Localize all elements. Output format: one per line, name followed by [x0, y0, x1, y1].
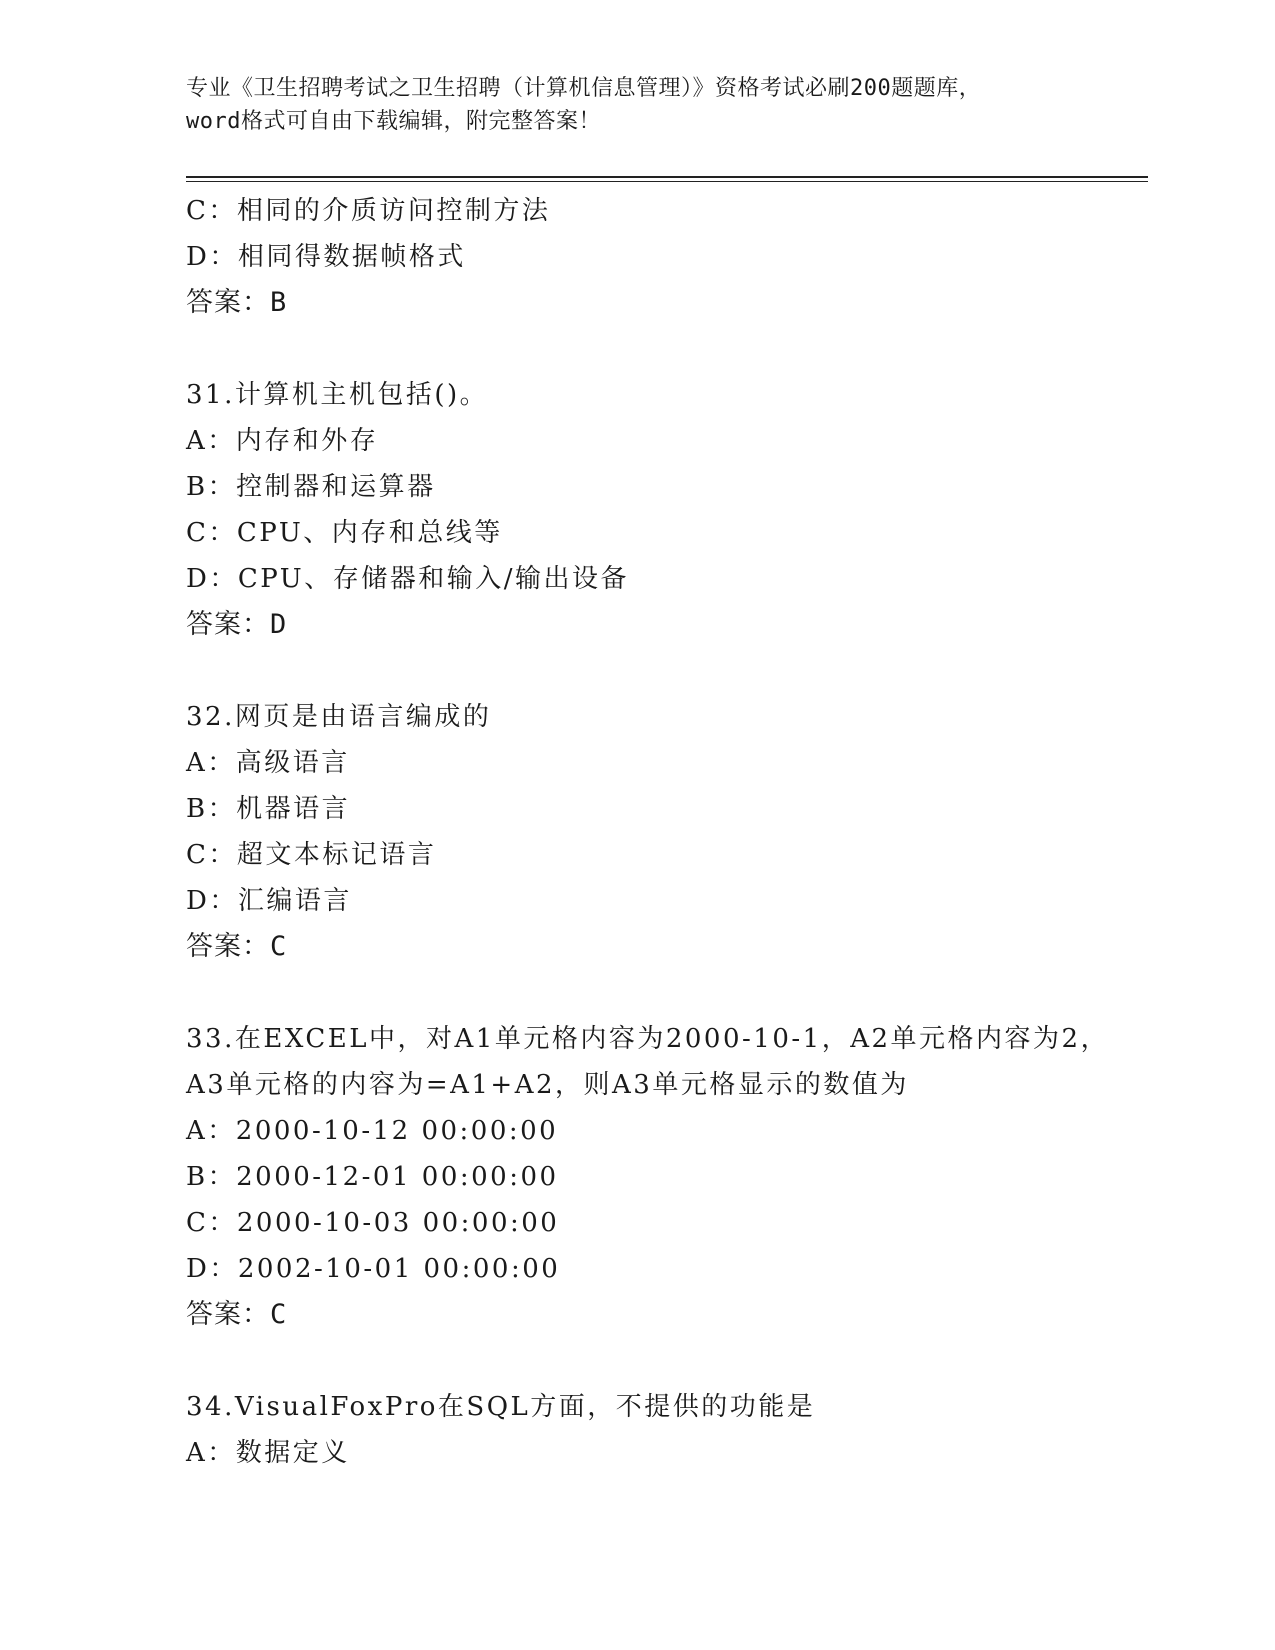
question-block-continued [186, 188, 1146, 326]
question-stem: 33.在EXCEL中，对A1单元格内容为2000-10-1，A2单元格内容为2， [186, 1024, 1110, 1054]
question-block-31 [186, 372, 1146, 648]
header-divider-thin [186, 181, 1148, 182]
option-c: C：2000-10-03 00:00:00 [186, 1208, 560, 1238]
answer-line: 答案：C [186, 1299, 288, 1330]
document-header [186, 72, 1086, 138]
answer-line: 答案：D [186, 609, 288, 640]
option-b: B：控制器和运算器 [186, 472, 436, 502]
option-b: B：2000-12-01 00:00:00 [186, 1162, 559, 1192]
question-stem: 34.VisualFoxPro在SQL方面，不提供的功能是 [186, 1392, 816, 1422]
header-title-line-1: 专业《卫生招聘考试之卫生招聘（计算机信息管理）》资格考试必刷200题题库， [186, 76, 982, 101]
header-title-line-2: word格式可自由下载编辑，附完整答案！ [186, 109, 601, 134]
answer-line: 答案：C [186, 931, 288, 962]
question-stem-continued: A3单元格的内容为=A1+A2，则A3单元格显示的数值为 [186, 1070, 909, 1100]
question-list [186, 188, 1146, 1476]
question-block-32 [186, 694, 1146, 970]
option-b: B：机器语言 [186, 794, 351, 824]
option-c: C：相同的介质访问控制方法 [186, 196, 551, 226]
question-stem: 31.计算机主机包括()。 [186, 380, 489, 410]
option-a: A：2000-10-12 00:00:00 [186, 1116, 559, 1146]
option-d: D：CPU、存储器和输入/输出设备 [186, 564, 629, 594]
header-divider-thick [186, 176, 1148, 178]
question-block-34 [186, 1384, 1146, 1476]
option-a: A：数据定义 [186, 1438, 350, 1468]
question-block-33 [186, 1016, 1146, 1338]
option-d: D：2002-10-01 00:00:00 [186, 1254, 561, 1284]
option-a: A：高级语言 [186, 748, 350, 778]
question-stem: 32.网页是由语言编成的 [186, 702, 492, 732]
option-a: A：内存和外存 [186, 426, 379, 456]
option-d: D：相同得数据帧格式 [186, 242, 466, 272]
option-c: C：超文本标记语言 [186, 840, 437, 870]
option-c: C：CPU、内存和总线等 [186, 518, 503, 548]
answer-line: 答案：B [186, 287, 288, 318]
option-d: D：汇编语言 [186, 886, 352, 916]
